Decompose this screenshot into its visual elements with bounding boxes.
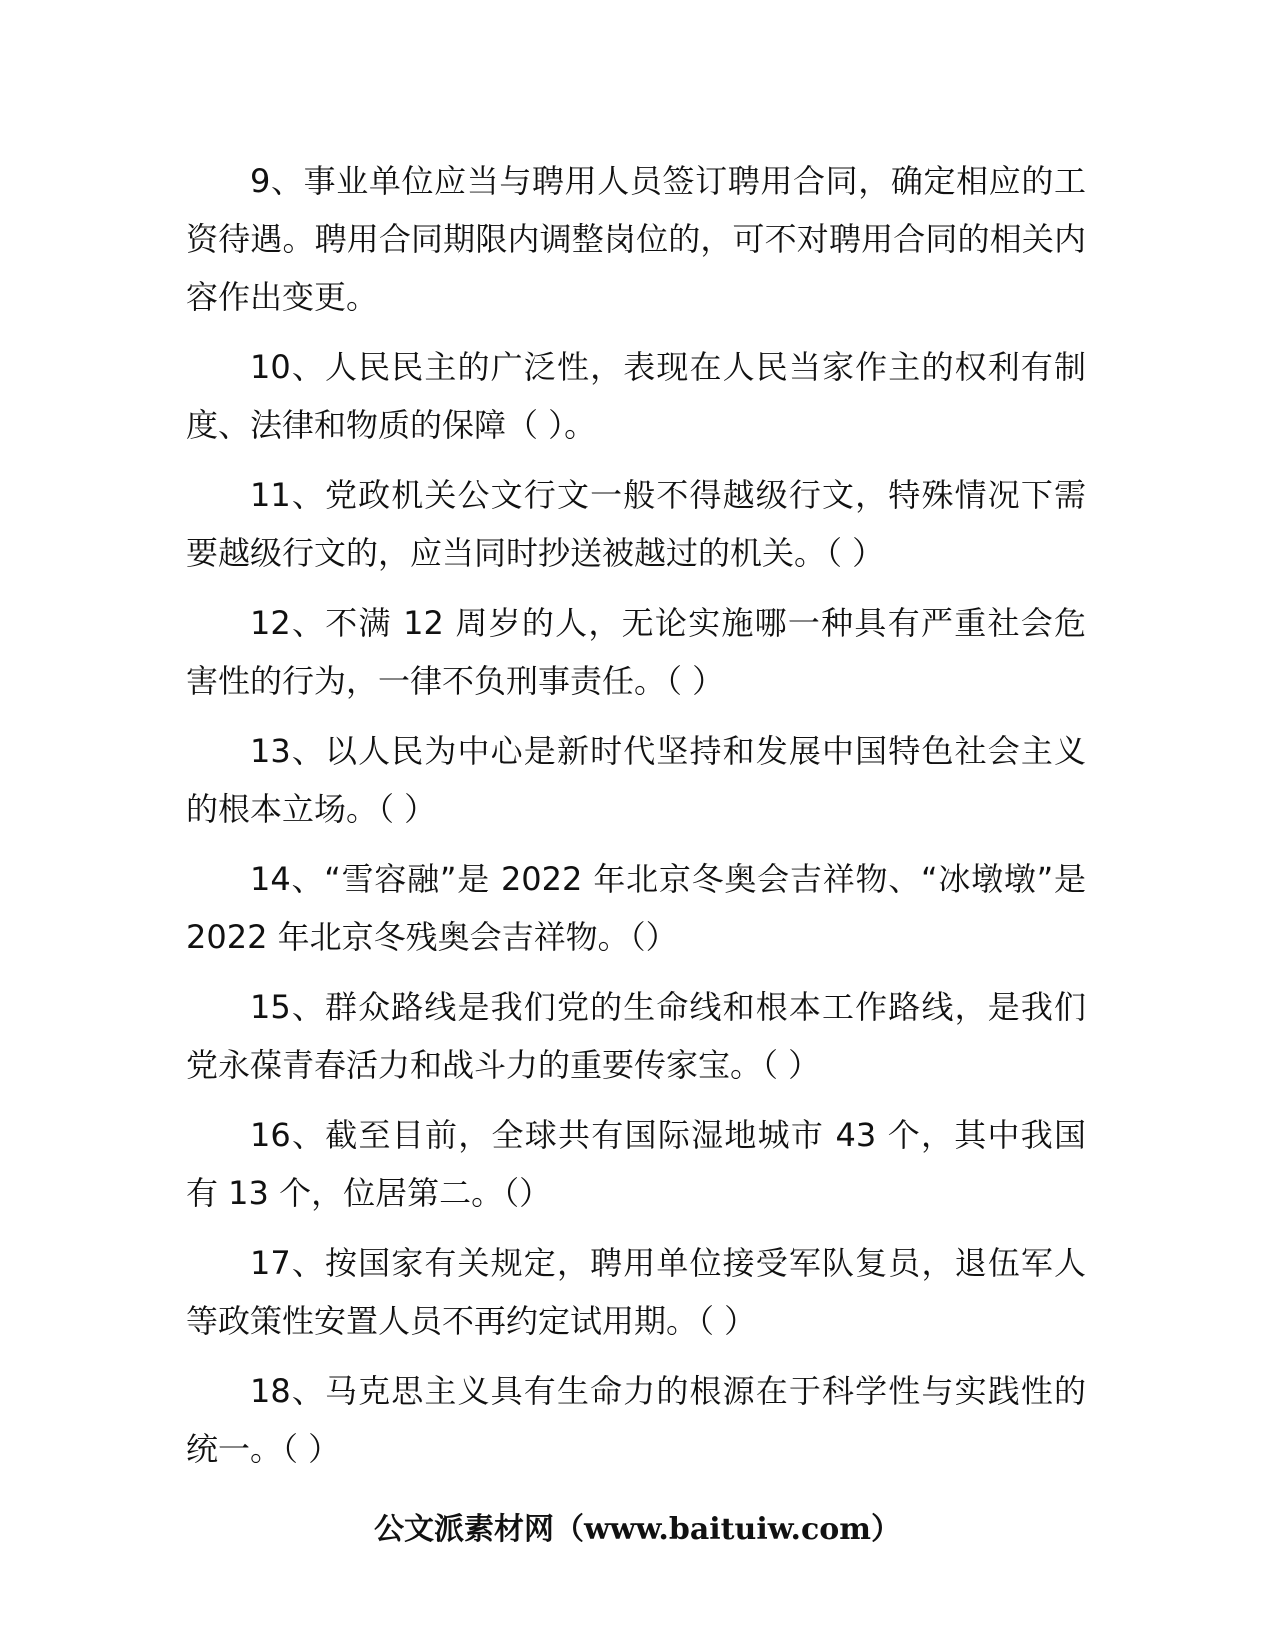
question-11: 11、党政机关公文行文一般不得越级行文，特殊情况下需要越级行文的，应当同时抄送被越过的机关。（ ）	[186, 476, 1086, 572]
question-17: 17、按国家有关规定，聘用单位接受军队复员，退伍军人等政策性安置人员不再约定试用期。（ ）	[186, 1244, 1086, 1340]
question-15: 15、群众路线是我们党的生命线和根本工作路线，是我们党永葆青春活力和战斗力的重要传家宝。（ ）	[186, 988, 1086, 1084]
question-18: 18、马克思主义具有生命力的根源在于科学性与实践性的统一。（ ）	[186, 1372, 1086, 1468]
page-footer: 公文派素材网（www.baituiw.com）	[373, 1512, 902, 1547]
question-13: 13、以人民为中心是新时代坚持和发展中国特色社会主义的根本立场。（ ）	[186, 732, 1086, 828]
question-12: 12、不满 12 周岁的人，无论实施哪一种具有严重社会危害性的行为，一律不负刑事责任。（ ）	[186, 604, 1086, 700]
question-14: 14、“雪容融”是 2022 年北京冬奥会吉祥物、“冰墩墩”是 2022 年北京冬残奥会吉祥物。（）	[186, 860, 1086, 956]
question-16: 16、截至目前，全球共有国际湿地城市 43 个，其中我国有 13 个，位居第二。（）	[186, 1116, 1086, 1212]
question-list	[186, 152, 1086, 1490]
question-9: 9、事业单位应当与聘用人员签订聘用合同，确定相应的工资待遇。聘用合同期限内调整岗位的，可不对聘用合同的相关内容作出变更。	[186, 162, 1086, 316]
question-10: 10、人民民主的广泛性，表现在人民当家作主的权利有制度、法律和物质的保障（ ）。	[186, 348, 1086, 444]
